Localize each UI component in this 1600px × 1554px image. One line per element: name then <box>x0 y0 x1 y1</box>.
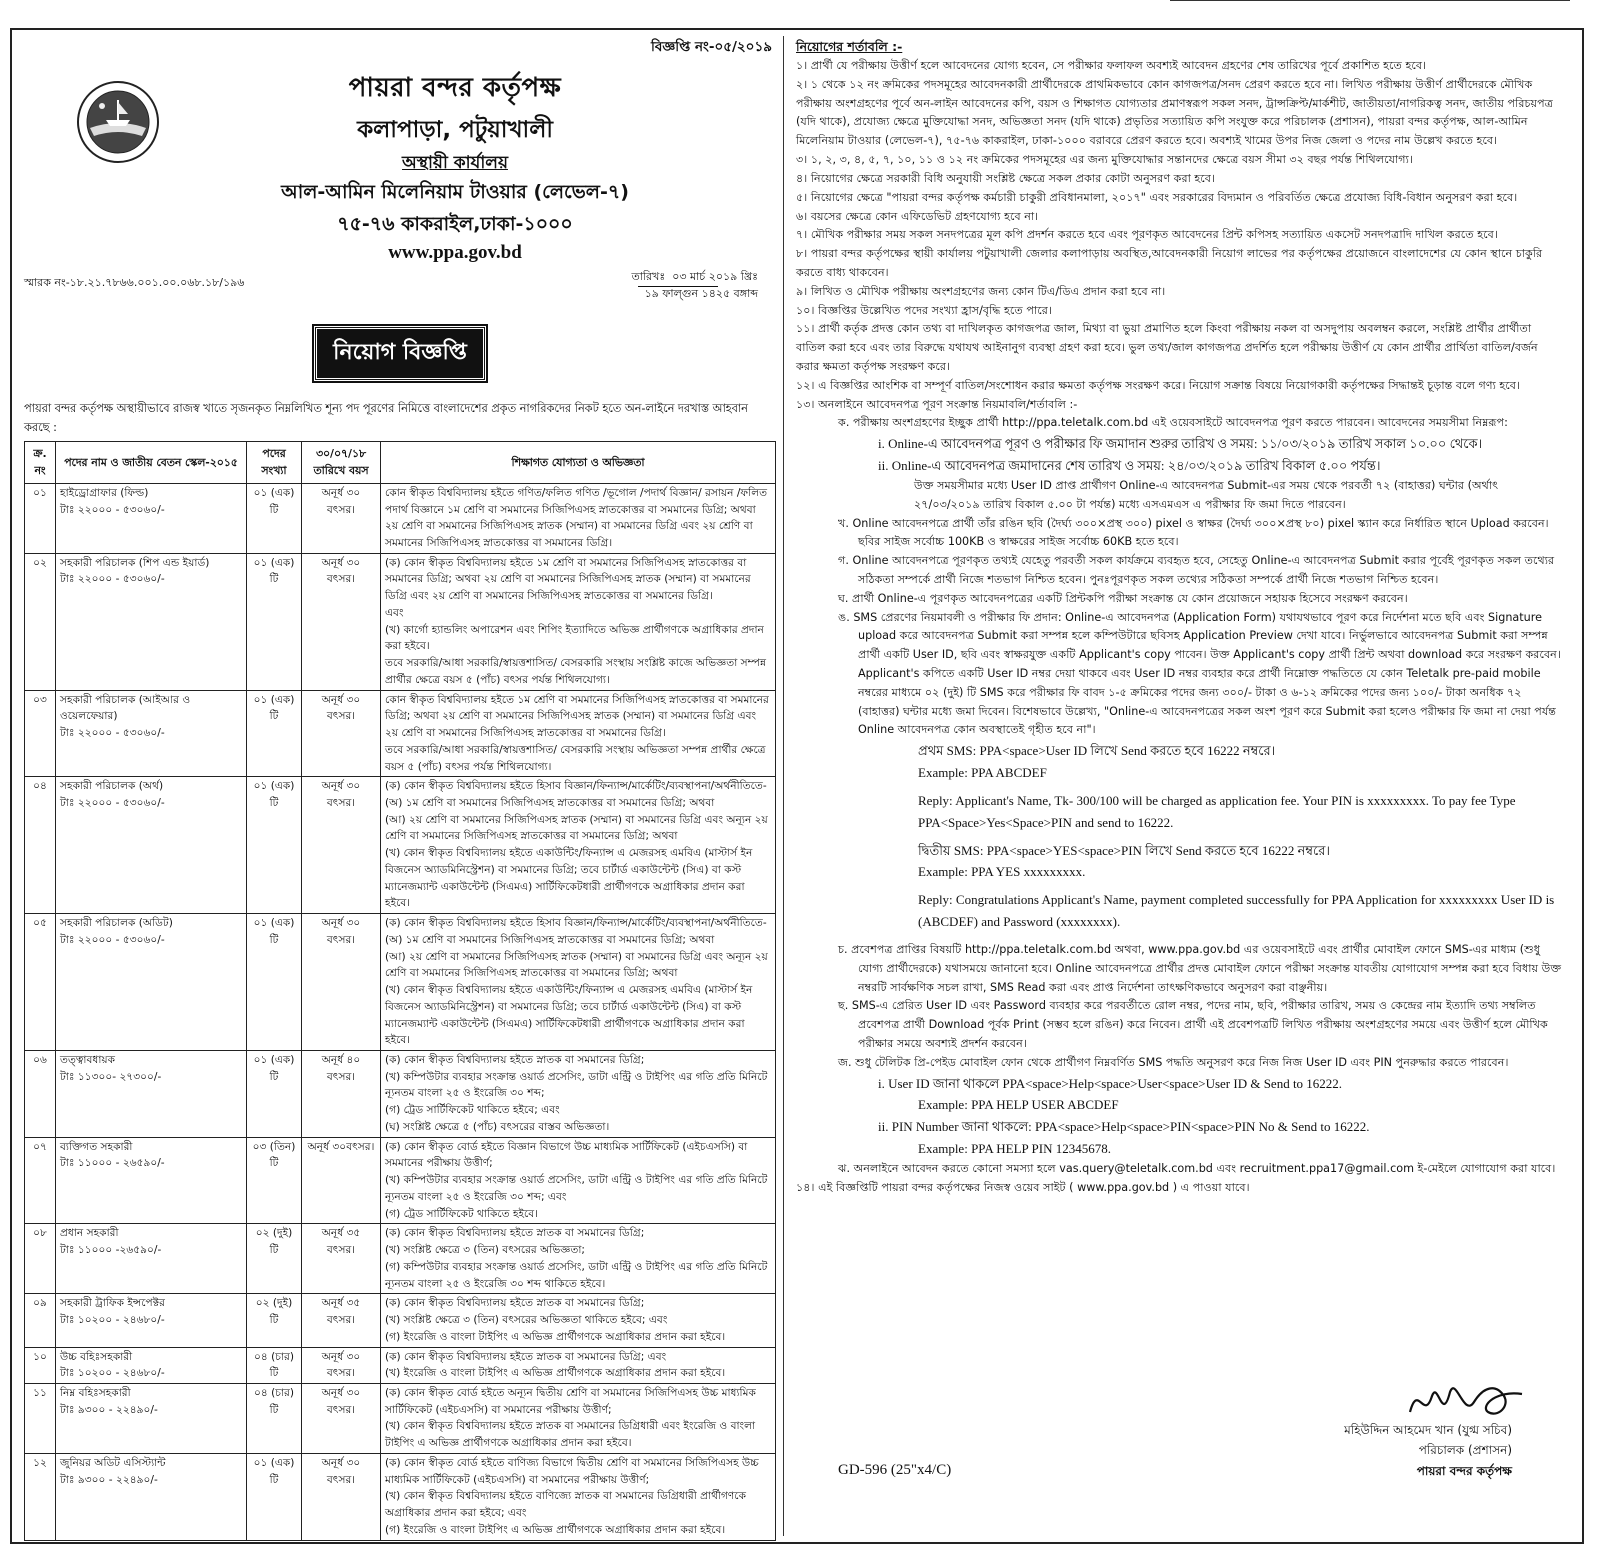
post-name: উচ্চ বহিঃসহকারী <box>60 1350 133 1363</box>
cell-age <box>302 1294 381 1347</box>
sms2-example: Example: PPA YES xxxxxxxxx. <box>918 864 1086 880</box>
post-name: তত্ত্বাবধায়ক <box>60 1054 116 1067</box>
cell-serial <box>25 1051 56 1138</box>
qualification-line: (খ) কোন স্বীকৃত বিশ্ববিদ্যালয় হইতে একাউন্টিং/ফিন্যান্স এ মেজরসহ এমবিএ (মাস্টার্স ইন বিজনেস অ্যাডমিনিস্ট্রেশন) বা সমমানের ডিগ্রি; তবে চার্টার্ড একাউন্টেন্ট (সিএ) বা কস্ট ম্যানেজম্যান্ট একাউন্টেন্ট (সিএমএ) সার্টিফিকেটধারী প্রার্থীগণকে অগ্রাধিকার প্রদান করা হইবে। <box>385 847 753 910</box>
table-row <box>25 483 776 553</box>
gd-code: GD-596 (25"x4/C) <box>838 1462 952 1478</box>
qualification-line: (ক) কোন স্বীকৃত বোর্ড হইতে বাণিজ্য বিভাগে দ্বিতীয় শ্রেণি বা সমমানের সিজিপিএসহ উচ্চ মাধ্যমিক সার্টিফিকেট (এইচএসসি) বা সমমানের পরীক্ষায় উত্তীর্ণ; <box>385 1456 759 1486</box>
qualification-line: (ক) কোন স্বীকৃত বোর্ড হইতে বিজ্ঞান বিভাগে উচ্চ মাধ্যমিক সার্টিফিকেট (এইচএসসি) বা সমমানের পরীক্ষায় উত্তীর্ণ; <box>385 1140 748 1170</box>
date-bengali: ১৯ ফাল্গুন ১৪২৫ বঙ্গাব্দ <box>644 287 758 301</box>
cell-serial <box>25 1224 56 1294</box>
age-limit: অনূর্ধ ৩০ বৎসর। <box>321 917 361 946</box>
cell-serial <box>25 483 56 553</box>
rule-jha: ঝ. অনলাইনে আবেদন করতে কোনো সমস্যা হলে vas.query@teletalk.com.bd এবং recruitment.ppa17@gmail.com ই-মেইলে যোগাযোগ করা যাবে। <box>838 1161 1556 1175</box>
reference-row <box>24 268 776 308</box>
org-header <box>134 67 776 264</box>
table-row <box>25 1294 776 1347</box>
rule-ja: জ. শুধু টেলিটক প্রি-পেইড মোবাইল ফোন থেকে প্রার্থীগণ নিম্নবর্ণিত SMS পদ্ধতি অনুসরণ করে নিজ নিজ User ID এবং PIN পুনরুদ্ধার করতে পারবেন। <box>838 1055 1509 1069</box>
qualification-line: (খ) কোন স্বীকৃত বিশ্ববিদ্যালয় হইতে স্নাতক বা সমমানের ডিগ্রিধারী এবং ইংরেজি ও বাংলা টাইপিং এ অভিজ্ঞ প্রার্থীগণকে অগ্রাধিকার প্রদান করা হইবে। <box>385 1420 756 1450</box>
pay-scale: টাঃ ২২০০০ - ৫৩০৬০/- <box>60 503 165 516</box>
qualification-line: (ক) কোন স্বীকৃত বিশ্ববিদ্যালয় হইতে স্নাতক বা সমমানের ডিগ্রি; <box>385 1227 645 1240</box>
serial-number: ১২ <box>33 1456 47 1469</box>
qualification-line: (খ) কোন স্বীকৃত বিশ্ববিদ্যালয় হইতে বাণিজ্যে স্নাতক বা সমমানের ডিগ্রিধারী প্রার্থীগণকে অগ্রাধিকার প্রদান করা হইবে; এবং <box>385 1490 746 1520</box>
header-serial: ক্র. নং <box>25 442 56 483</box>
cell-count <box>247 1051 302 1138</box>
qualification-line: (খ) সংশ্লিষ্ট ক্ষেত্রে ৩ (তিন) বৎসরের অভিজ্ঞতা থাকিতে হইবে; এবং <box>385 1314 668 1327</box>
rule-ga: গ. Online আবেদনপত্রে পূরণকৃত তথ্যই যেহেতু পরবর্তী সকল কার্যক্রমে ব্যবহৃত হবে, সেহেতু Online-এ আবেদনপত্র Submit করার পূর্বেই পূরণকৃত সকল তথ্যের সঠিকতা সম্পর্কে প্রার্থী নিজে শতভাগ নিশ্চিত হবেন। পুনঃপূরণকৃত সকল তথ্যের সঠিকতা সম্পর্কে প্রার্থী নিজে শতভাগ নিশ্চিত হবেন। <box>838 554 1555 586</box>
table-row <box>25 1453 776 1540</box>
post-count: ০২ (দুই) টি <box>255 1227 293 1257</box>
cell-serial <box>25 914 56 1051</box>
qualification-line: (খ) সংশ্লিষ্ট ক্ষেত্রে ৩ (তিন) বৎসরের অভিজ্ঞতা; <box>385 1244 585 1257</box>
pay-scale: টাঃ ১১০০০ -২৬৫৯০/- <box>60 1244 162 1257</box>
cell-count <box>247 690 302 777</box>
qualification-line: (গ) ইংরেজি ও বাংলা টাইপিং এ অভিজ্ঞ প্রার্থীগণকে অগ্রাধিকার প্রদান করা হইবে। <box>385 1330 726 1343</box>
website: www.ppa.gov.bd <box>388 242 522 263</box>
table-row <box>25 1051 776 1138</box>
cell-age <box>302 690 381 777</box>
cell-age <box>302 1347 381 1383</box>
posts-table-body <box>25 483 776 1540</box>
post-count: ০১ (এক) টি <box>253 486 295 516</box>
sms1-instruction: প্রথম SMS: PPA<space>User ID লিখে Send করতে হবে 16222 নম্বরে। <box>918 743 1276 759</box>
signatory-org: পায়রা বন্দর কর্তৃপক্ষ <box>1416 1463 1512 1478</box>
serial-number: ০১ <box>33 486 47 499</box>
serial-number: ০৯ <box>33 1297 47 1310</box>
rule-kha: খ. Online আবেদনপত্রে প্রার্থী তাঁর রঙিন ছবি (দৈর্ঘ্য ৩০০×প্রস্থ ৩০০) pixel ও স্বাক্ষর (দৈর্ঘ্য ৩০০×প্রস্থ ৮০) pixel স্ক্যান করে নির্ধারিত স্থানে Upload করবেন। ছবির সাইজ সর্বোচ্চ 100KB ও স্বাক্ষরের সাইজ সর্বোচ্চ 60KB হতে হবে। <box>838 516 1549 549</box>
condition-item: ৭। মৌখিক পরীক্ষার সময় সকল সনদপত্রের মূল কপি প্রদর্শন করতে হবে এবং পূরণকৃত আবেদনের প্রিন্ট কপিসহ সত্যায়িত একসেট সনদপত্রাদি দাখিল করতে হবে। <box>796 228 1498 242</box>
post-name: হাইড্রোগ্রাফার (ফিল্ড) <box>60 486 149 499</box>
serial-number: ০৭ <box>33 1140 47 1153</box>
pay-scale: টাঃ ২২০০০ - ৫৩০৬০/- <box>60 573 165 586</box>
conditions-list <box>796 57 1562 414</box>
age-limit: অনূর্ধ ৪০ বৎসর। <box>321 1054 361 1083</box>
post-name: সহকারী ট্রাফিক ইন্সপেক্টর <box>60 1297 165 1310</box>
cell-age <box>302 914 381 1051</box>
age-limit: অনূর্ধ ৩০ বৎসর। <box>321 486 361 516</box>
cell-post-name <box>56 1347 247 1383</box>
cell-age <box>302 483 381 553</box>
rule-chha: ছ. SMS-এ প্রেরিত User ID এবং Password ব্যবহার করে পরবর্তীতে রোল নম্বর, পদের নাম, ছবি, পরীক্ষার তারিখ, সময় ও কেন্দ্রের নাম ইত্যাদি তথ্য সম্বলিত প্রবেশপত্র প্রার্থী Download পূর্বক Print (সম্ভব হলে রঙিন) করে নিবেন। প্রার্থী এই প্রবেশপত্রটি লিখিত পরীক্ষায় অংশগ্রহণের সময়ে এবং উত্তীর্ণ হলে মৌখিক পরীক্ষার সময়ে অবশ্যই প্রদর্শন করবেন। <box>838 999 1548 1050</box>
post-count: ০১ (এক) টি <box>253 693 295 723</box>
cell-post-name <box>56 914 247 1051</box>
rule-ka-note: উক্ত সময়সীমার মধ্যে User ID প্রাপ্ত প্রার্থীগণ Online-এ আবেদনপত্র Submit-এর সময় থেকে পরবর্তী ৭২ (বাহাত্তর) ঘন্টার (অর্থাৎ ২৭/০৩/২০১৯ তারিখ বিকাল ৫.০০ টা পর্যন্ত) মধ্যে এসএমএস এ পরীক্ষার ফি জমা দিতে পারবেন। <box>914 478 1499 511</box>
sms1-example: Example: PPA ABCDEF <box>918 765 1047 781</box>
qualification-line: (ক) কোন স্বীকৃত বোর্ড হইতে অন্যূন দ্বিতীয় শ্রেণি বা সমমানের সিজিপিএসহ উচ্চ মাধ্যমিক সার্টিফিকেট (এইচএসসি) বা সমমানের পরীক্ষায় উত্তীর্ণ; <box>385 1386 756 1416</box>
cell-post-name <box>56 777 247 914</box>
cell-serial <box>25 777 56 914</box>
sms1-reply: Reply: Applicant's Name, Tk- 300/100 will be charged as application fee. Your PIN is xxxxxxxxx. To pay fee Type PPA<Space>Yes<Space>PIN and send to 16222. <box>918 792 1516 830</box>
qualification-line: তবে সরকারি/আধা সরকারি/স্বায়ত্তশাসিত/ বেসরকারি সংস্থায় অভিজ্ঞতা সম্পন্ন প্রার্থীর ক্ষেত্রে বয়স ৫ (পাঁচ) বৎসর পর্যন্ত শিথিলযোগ্য। <box>385 743 766 773</box>
post-count: ০১ (এক) টি <box>253 780 295 809</box>
cell-count <box>247 1383 302 1453</box>
qualification-line: (ক) কোন স্বীকৃত বিশ্ববিদ্যালয় হইতে হিসাব বিজ্ঞান/ফিন্যান্স/মার্কেটিং/ব্যবস্থাপনা/অর্থনীতিতে- <box>385 780 767 793</box>
age-limit: অনূর্ধ ৩০ বৎসর। <box>321 1350 361 1380</box>
qualification-line: (খ) ইংরেজি ও বাংলা টাইপিং এ অভিজ্ঞ প্রার্থীগণকে অগ্রাধিকার প্রদান করা হইবে। <box>385 1367 726 1380</box>
post-name: সহকারী পরিচালক (অডিট) <box>60 917 173 930</box>
qualification-line: কোন স্বীকৃত বিশ্ববিদ্যালয় হইতে ১ম শ্রেণি বা সমমানের সিজিপিএসহ স্নাতকোত্তর বা সমমানের ডিগ্রি; অথবা ২য় শ্রেণি বা সমমানের সিজিপিএসহ স্নাতক (সম্মান) বা সমমানের ডিগ্রি এবং ২য় শ্রেণি বা সমমানের সিজিপিএসহ স্নাতকোত্তর বা সমমানের ডিগ্রি। <box>385 693 769 740</box>
cell-post-name <box>56 1137 247 1224</box>
table-row <box>25 1224 776 1294</box>
cell-qualification <box>381 553 776 690</box>
signatory-designation: পরিচালক (প্রশাসন) <box>1418 1443 1512 1458</box>
pay-scale: টাঃ ১০২০০ - ২৪৬৮০/- <box>60 1367 165 1380</box>
age-limit: অনূর্ধ ৩৫ বৎসর। <box>321 1297 361 1327</box>
post-count: ০৪ (চার) টি <box>253 1386 294 1416</box>
condition-item: ৫। নিয়োগের ক্ষেত্রে "পায়রা বন্দর কর্তৃপক্ষ কর্মচারী চাকুরী প্রবিধানমালা, ২০১৭" এবং সরকারের বিদ্যমান ও পরিবর্তিত ক্ষেত্রে প্রযোজ্য বিধি-বিধান অনুসরণ করা হবে। <box>796 190 1518 204</box>
cell-qualification <box>381 1453 776 1540</box>
org-location: কলাপাড়া, পটুয়াখালী <box>357 117 553 143</box>
age-limit: অনূর্ধ ৩০ বৎসর। <box>321 556 361 586</box>
left-column <box>24 36 776 1541</box>
cell-age <box>302 777 381 914</box>
qualification-line: (ক) কোন স্বীকৃত বিশ্ববিদ্যালয় হইতে স্নাতক বা সমমানের ডিগ্রি; <box>385 1054 645 1067</box>
serial-number: ০৮ <box>33 1227 47 1240</box>
serial-number: ০৪ <box>33 780 47 793</box>
qualification-line: (খ) কম্পিউটার ব্যবহার সংক্রান্ত ওয়ার্ড প্রসেসিং, ডাটা এন্ট্রি ও টাইপিং এর গতি প্রতি মিনিটে ন্যূনতম বাংলা ২৫ ও ইংরেজি ৩০ শব্দ; এবং <box>385 1174 768 1203</box>
rule-ka-i: i. Online-এ আবেদনপত্র পূরণ ও পরীক্ষার ফি জমাদান শুরুর তারিখ ও সময়: ১১/০৩/২০১৯ তারিখ সকাল ১০.০০ থেকে। <box>878 436 1483 452</box>
pay-scale: টাঃ ৯৩০০ - ২২৪৯০/- <box>60 1403 158 1416</box>
posts-table <box>24 441 776 1540</box>
qualification-line: (গ) ট্রেড সার্টিফিকেট থাকিতে হইবে; এবং <box>385 1104 560 1117</box>
condition-item: ১০। বিজ্ঞপ্তির উল্লেখিত পদের সংখ্যা হ্রাস/বৃদ্ধি হতে পারে। <box>796 303 1052 317</box>
cell-age <box>302 553 381 690</box>
condition-item: ৪। নিয়োগের ক্ষেত্রে সরকারী বিধি অনুযায়ী সংশ্লিষ্ট ক্ষেত্রে সকল প্রকার কোটা অনুসরণ করা হবে। <box>796 171 1216 185</box>
cell-qualification <box>381 1347 776 1383</box>
age-limit: অনূর্ধ ৩০ বৎসর। <box>321 693 361 723</box>
serial-number: ১১ <box>33 1386 47 1399</box>
condition-item: ৮। পায়রা বন্দর কর্তৃপক্ষের স্থায়ী কার্যালয় পটুয়াখালী জেলার কলাপাড়ায় অবস্থিত,আবেদনকারী নিয়োগ লাভের পর কর্তৃপক্ষের প্রয়োজনে বাংলাদেশের যে কোন স্থানে চাকুরি করতে বাধ্য থাকবেন। <box>796 247 1543 279</box>
pay-scale: টাঃ ৯৩০০ - ২২৪৯০/- <box>60 1473 158 1486</box>
qualification-line: (গ) কম্পিউটার ব্যবহার সংক্রান্ত ওয়ার্ড প্রসেসিং, ডাটা এন্ট্রি ও টাইপিং এর গতি প্রতি মিনিটে ন্যূনতম বাংলা ২৫ ও ইংরেজি ৩০ শব্দ থাকিতে হইবে। <box>385 1260 768 1290</box>
cell-qualification <box>381 483 776 553</box>
qualification-line: (অ) ১ম শ্রেণি বা সমমানের সিজিপিএসহ স্নাতকোত্তর বা সমমানের ডিগ্রি; অথবা <box>385 797 715 809</box>
ppa-emblem-icon <box>76 80 160 164</box>
table-row <box>25 914 776 1051</box>
post-count: ০৪ (চার) টি <box>253 1350 294 1380</box>
age-limit: অনূর্ধ ৩০ বৎসর। <box>321 1386 361 1416</box>
cell-post-name <box>56 1051 247 1138</box>
qualification-line: (ক) কোন স্বীকৃত বিশ্ববিদ্যালয় হইতে স্নাতক বা সমমানের ডিগ্রি; <box>385 1297 645 1310</box>
cell-count <box>247 1453 302 1540</box>
post-count: ০১ (এক) টি <box>253 1054 295 1083</box>
cell-count <box>247 1137 302 1224</box>
notice-title: নিয়োগ বিজ্ঞপ্তি <box>314 326 486 381</box>
table-row <box>25 1383 776 1453</box>
condition-item: ১৩। অনলাইনে আবেদনপত্র পূরণ সংক্রান্ত নিয়মাবলি/শর্তাবলি :- <box>796 397 1078 411</box>
signature-block <box>1344 1420 1512 1481</box>
rule-gha: ঘ. প্রার্থী Online-এ পূরণকৃত আবেদনপত্রের একটি প্রিন্টকপি পরীক্ষা সংক্রান্ত যে কোন প্রয়োজনে সহায়ক হিসেবে সংরক্ষণ করবেন। <box>838 591 1408 605</box>
org-name: পায়রা বন্দর কর্তৃপক্ষ <box>348 73 562 103</box>
qualification-line: (খ) কার্গো হ্যান্ডলিং অপারেশন এবং শিপিং ইত্যাদিতে অভিজ্ঞ প্রার্থীগণকে অগ্রাধিকার প্রদান করা হইবে। <box>385 623 764 653</box>
qualification-line: (খ) কম্পিউটার ব্যবহার সংক্রান্ত ওয়ার্ড প্রসেসিং, ডাটা এন্ট্রি ও টাইপিং এর গতি প্রতি মিনিটে ন্যূনতম বাংলা ২৫ ও ইংরেজি ৩০ শব্দ; <box>385 1070 768 1100</box>
post-count: ০৩ (তিন) টি <box>252 1140 296 1170</box>
age-limit: অনূর্ধ ৩০ বৎসর। <box>321 780 361 809</box>
serial-number: ০২ <box>33 556 47 569</box>
title-box <box>24 326 776 381</box>
cell-count <box>247 553 302 690</box>
cell-age <box>302 1453 381 1540</box>
cell-qualification <box>381 914 776 1051</box>
qualification-line: (ক) কোন স্বীকৃত বিশ্ববিদ্যালয় হইতে হিসাব বিজ্ঞান/ফিন্যান্স/মার্কেটিং/ব্যবস্থাপনা/অর্থনীতিতে- <box>385 917 767 930</box>
condition-item: ৬। বয়সের ক্ষেত্রে কোন এফিডেভিট গ্রহণযোগ্য হবে না। <box>796 209 1039 223</box>
table-row <box>25 1137 776 1224</box>
pay-scale: টাঃ ১১৩০০- ২৭৩০০/- <box>60 1070 162 1083</box>
qualification-line: এবং <box>385 606 404 619</box>
condition-item: ১২। এ বিজ্ঞপ্তির আংশিক বা সম্পূর্ণ বাতিল/সংশোধন করার ক্ষমতা কর্তৃপক্ষ সংরক্ষণ করে। নিয়োগ সক্রান্ত বিষয়ে নিয়োগকারী কর্তৃপক্ষের সিদ্ধান্তই চূড়ান্ত বলে গণ্য হবে। <box>796 378 1520 392</box>
serial-number: ০৫ <box>33 917 47 930</box>
notice-number: বিজ্ঞপ্তি নং-০৫/২০১৯ <box>651 39 772 55</box>
sms2-reply: Reply: Congratulations Applicant's Name, payment completed successfully for PPA Application for xxxxxxxxx User ID is (ABCDEF) and Password (xxxxxxxx). <box>918 892 1555 930</box>
pay-scale: টাঃ ২২০০০ - ৫৩০৬০/- <box>60 933 165 946</box>
cell-post-name <box>56 1383 247 1453</box>
cell-count <box>247 1224 302 1294</box>
condition-item: ৯। লিখিত ও মৌখিক পরীক্ষায় অংশগ্রহণের জন্য কোন টিএ/ডিএ প্রদান করা হবে না। <box>796 284 1166 298</box>
cell-serial <box>25 1137 56 1224</box>
top-rule <box>1170 0 1570 1</box>
rule-ja-ii: ii. PIN Number জানা থাকলে: PPA<space>Help<space>PIN<space>PIN No & Send to 16222. <box>878 1119 1370 1135</box>
condition-item: ১১। প্রার্থী কর্তৃক প্রদত্ত কোন তথ্য বা দাখিলকৃত কাগজপত্র জাল, মিথ্যা বা ভুয়া প্রমাণিত হলে কিংবা পরীক্ষায় নকল বা অসদুপায় অবলম্বন করলে, সংশ্লিষ্ট প্রার্থীর প্রার্থীতা বাতিল করা হবে এবং তার বিরুদ্ধে যথাযথ আইনানুগ ব্যবস্থা গ্রহণ করা হবে। ভুল তথ্য/জাল কাগজপত্র প্রদর্শিত হলে পরীক্ষায় উত্তীর্ণ যে কোন প্রার্থীর প্রার্থিতা বাতিল/বর্জন করার ক্ষমতা কর্তৃপক্ষ সংরক্ষণ করে। <box>796 322 1538 373</box>
header-post-name: পদের নাম ও জাতীয় বেতন স্কেল-২০১৫ <box>56 442 247 483</box>
serial-number: ১০ <box>33 1350 47 1363</box>
pay-scale: টাঃ ২২০০০ - ৫৩০৬০/- <box>60 727 165 740</box>
rule-ja-i-example: Example: PPA HELP USER ABCDEF <box>918 1097 1119 1113</box>
table-row <box>25 553 776 690</box>
address-line-2: ৭৫-৭৬ কাকরাইল,ঢাকা-১০০০ <box>337 213 573 235</box>
rule-ka: ক. পরীক্ষায় অংশগ্রহণের ইচ্ছুক প্রার্থী http://ppa.teletalk.com.bd এই ওয়েবসাইটে আবেদনপত্র পূরণ করতে পারবেন। আবেদনের সময়সীমা নিম্নরূপ: <box>838 416 1508 430</box>
cell-qualification <box>381 1051 776 1138</box>
post-count: ০১ (এক) টি <box>253 917 295 946</box>
cell-qualification <box>381 1383 776 1453</box>
cell-serial <box>25 690 56 777</box>
post-name: ব্যক্তিগত সহকারী <box>60 1140 133 1153</box>
age-limit: অনূর্ধ ৩০ বৎসর। <box>321 1456 361 1486</box>
header-count: পদের সংখ্যা <box>247 442 302 483</box>
rule-ka-ii: ii. Online-এ আবেদনপত্র জমাদানের শেষ তারিখ ও সময়: ২৪/০৩/২০১৯ তারিখ বিকাল ৫.০০ পর্যন্ত। <box>878 458 1381 474</box>
date-gregorian: ০৩ মার্চ ২০১৯ খ্রিঃ <box>672 270 758 283</box>
cell-qualification <box>381 1137 776 1224</box>
cell-post-name <box>56 1294 247 1347</box>
table-row <box>25 690 776 777</box>
pay-scale: টাঃ ১০২০০ - ২৪৬৮০/- <box>60 1314 165 1327</box>
header-qualification: শিক্ষাগত যোগ্যতা ও অভিজ্ঞতা <box>381 442 776 483</box>
cell-post-name <box>56 483 247 553</box>
cell-age <box>302 1224 381 1294</box>
condition-item: ১। প্রার্থী যে পরীক্ষায় উত্তীর্ণ হলে আবেদনের যোগ্য হবেন, সে পরীক্ষার ফলাফল অবশ্যই আবেদন গ্রহণের শেষ তারিখের পূর্বে প্রকাশিত হতে হবে। <box>796 59 1427 72</box>
cell-count <box>247 483 302 553</box>
cell-count <box>247 777 302 914</box>
serial-number: ০৩ <box>33 693 47 706</box>
cell-serial <box>25 1347 56 1383</box>
signatory-name: মহিউদ্দিন আহমেদ খান (যুগ্ম সচিব) <box>1344 1423 1512 1437</box>
signature-scribble-icon <box>1404 1372 1534 1432</box>
age-limit: অনূর্ধ ৩০বৎসর। <box>307 1140 375 1153</box>
cell-qualification <box>381 777 776 914</box>
cell-count <box>247 1294 302 1347</box>
qualification-line: (ক) কোন স্বীকৃত বিশ্ববিদ্যালয় হইতে স্নাতক বা সমমানের ডিগ্রি; এবং <box>385 1350 667 1363</box>
date-block <box>631 268 758 302</box>
cell-post-name <box>56 1224 247 1294</box>
column-divider <box>783 36 784 1536</box>
post-name: জুনিয়র অডিট এসিস্ট্যান্ট <box>60 1456 166 1469</box>
serial-number: ০৬ <box>33 1054 47 1067</box>
qualification-line: (ঘ) সংশ্লিষ্ট ক্ষেত্রে ৫ (পাঁচ) বৎসরের বাস্তব অভিজ্ঞতা। <box>385 1120 610 1133</box>
qualification-line: (আ) ২য় শ্রেণি বা সমমানের সিজিপিএসহ স্নাতক (সম্মান) বা সমমানের ডিগ্রি এবং অন্যূন ২য় শ্রেণি বা সমমানের সিজিপিএসহ স্নাতকোত্তর বা সমমানের ডিগ্রি; অথবা <box>385 813 768 843</box>
cell-age <box>302 1051 381 1138</box>
rule-umo: ঙ. SMS প্রেরণের নিয়মাবলী ও পরীক্ষার ফি প্রদান: Online-এ আবেদনপত্র (Application Form) যথাযথভাবে পূরণ করে নির্দেশনা মতে ছবি এবং Signature upload করে আবেদনপত্র Submit করা সম্পন্ন হলে কম্পিউটারে ছবিসহ Application Preview দেখা যাবে। নির্ভুলভাবে আবেদনপত্র Submit করা সম্পন্ন প্রার্থী একটি User ID, ছবি এবং স্বাক্ষরযুক্ত একটি Applicant's copy পাবেন। উক্ত Applicant's copy প্রার্থী প্রিন্ট অথবা download করে সংরক্ষণ করবেন। Applicant's কপিতে একটি User ID নম্বর দেয়া থাকবে এবং User ID নম্বর ব্যবহার করে প্রার্থী নিম্নোক্ত পদ্ধতিতে যে কোন Teletalk pre-paid mobile নম্বরের মাধ্যমে ০২ (দুই) টি SMS করে পরীক্ষার ফি বাবদ ১-৫ ক্রমিকের পদের জন্য ৩০০/- টাকা ও ৬-১২ ক্রমিকের পদের জন্য ১০০/- টাকা অনধিক ৭২ (বাহাত্তর) ঘন্টার মধ্যে জমা দিবেন। বিশেষভাবে উল্লেখ্য, "Online-এ আবেদনপত্রের সকল অংশ পূরণ করে Submit করা হলেও পরীক্ষার ফি জমা না দেয়া পর্যন্ত Online আবেদনপত্র কোন অবস্থাতেই গৃহীত হবে না"। <box>838 610 1561 737</box>
date-label: তারিখঃ <box>631 270 666 283</box>
rule-ja-ii-example: Example: PPA HELP PIN 12345678. <box>918 1141 1111 1157</box>
qualification-line: কোন স্বীকৃত বিশ্ববিদ্যালয় হইতে গণিত/ফলিত গণিত /ভূগোল /পদার্থ বিজ্ঞান/ রসায়ন /ফলিত পদার্থ বিজ্ঞানে ১ম শ্রেণি বা সমমানের সিজিপিএসহ স্নাতকোত্তর বা সমমানের ডিগ্রি; অথবা ২য় শ্রেণি বা সমমানের সিজিপিএসহ স্নাতক (সম্মান) বা সমমানের ডিগ্রি এবং ২য় শ্রেণি বা সমমানের সিজিপিএসহ স্নাতকোত্তর বা সমমানের ডিগ্রি। <box>385 486 768 549</box>
cell-qualification <box>381 690 776 777</box>
header-age: ৩০/০৭/১৮ তারিখে বয়স <box>302 442 381 483</box>
post-count: ০১ (এক) টি <box>253 556 295 586</box>
cell-qualification <box>381 1294 776 1347</box>
post-name: সহকারী পরিচালক (অর্থ) <box>60 780 164 793</box>
post-name: সহকারী পরিচালক (শিপ এন্ড ইয়ার্ড) <box>60 556 210 569</box>
cell-age <box>302 1137 381 1224</box>
temporary-office: অস্থায়ী কার্যালয় <box>402 153 508 173</box>
age-limit: অনূর্ধ ৩৫ বৎসর। <box>321 1227 361 1257</box>
qualification-line: (গ) ট্রেড সার্টিফিকেট থাকিতে হইবে। <box>385 1207 538 1220</box>
rule-cha: চ. প্রবেশপত্র প্রাপ্তির বিষয়টি http://ppa.teletalk.com.bd অথবা, www.ppa.gov.bd এর ওয়েবসাইটে এবং প্রার্থীর মোবাইল ফোনে SMS-এর মাধ্যম (শুধু যোগ্য প্রার্থীদেরকে) যথাসময়ে জানানো হবে। Online আবেদনপত্রে প্রার্থীর প্রদত্ত মোবাইল ফোনে পরীক্ষা সংক্রান্ত যাবতীয় যোগাযোগ সম্পন্ন করা হবে বিধায় উক্ত নম্বরটি সার্বক্ষণিক সচল রাখা, SMS Read করা এবং প্রাপ্ত নির্দেশনা তাৎক্ষণিকভাবে অনুসরণ করা বাঞ্ছনীয়। <box>838 942 1562 994</box>
table-row <box>25 777 776 914</box>
qualification-line: (আ) ২য় শ্রেণি বা সমমানের সিজিপিএসহ স্নাতক (সম্মান) বা সমমানের ডিগ্রি এবং অন্যূন ২য় শ্রেণি বা সমমানের সিজিপিএসহ স্নাতকোত্তর বা সমমানের ডিগ্রি; অথবা <box>385 950 768 980</box>
cell-count <box>247 1347 302 1383</box>
cell-serial <box>25 1453 56 1540</box>
conditions-heading: নিয়োগের শর্তাবলি :- <box>796 39 903 54</box>
condition-item: ২। ১ থেকে ১২ নং ক্রমিকের পদসমূহের আবেদনকারী প্রার্থীদেরকে প্রাথমিকভাবে কোন কাগজপত্র/সনদ প্রেরণ করতে হবে না। লিখিত পরীক্ষায় উত্তীর্ণ প্রার্থীদেরকে মৌখিক পরীক্ষায় অংশগ্রহণের পূর্বে অন-লাইন আবেদনের কপি, বয়স ও শিক্ষাগত যোগ্যতার প্রমাণস্বরূপ সকল সনদ, ট্রান্সক্রিপ্ট/মার্কশীট, জাতীয়তা/নাগরিকত্ব সনদ, জাতীয় পরিচয়পত্র (যদি থাকে), প্রযোজ্য ক্ষেত্রে মুক্তিযোদ্ধা সনদ, অভিজ্ঞতা সনদ (যদি থাকে) প্রভৃতির সত্যায়িত কপি সংযুক্ত করে পরিচালক (প্রশাসন), পায়রা বন্দর কর্তৃপক্ষ, আল-আমিন মিলেনিয়াম টাওয়ার (লেভেল-৭), ৭৫-৭৬ কাকরাইল, ঢাকা-১০০০ বরাবরে প্রেরণ করতে হবে। অবশ্যই খামের উপর নিজ জেলা ও পদের নাম উল্লেখ করতে হবে। <box>796 77 1553 148</box>
rule-ja-i: i. User ID জানা থাকলে PPA<space>Help<space>User<space>User ID & Send to 16222. <box>878 1075 1343 1091</box>
post-name: প্রধান সহকারী <box>60 1227 119 1240</box>
cell-post-name <box>56 690 247 777</box>
address-line-1: আল-আমিন মিলেনিয়াম টাওয়ার (লেভেল-৭) <box>281 181 629 203</box>
qualification-line: (গ) ইংরেজি ও বাংলা টাইপিং এ অভিজ্ঞ প্রার্থীগণকে অগ্রাধিকার প্রদান করা হইবে। <box>385 1523 726 1536</box>
intro-text: পায়রা বন্দর কর্তৃপক্ষ অস্থায়ীভাবে রাজস্ব খাতে সৃজনকৃত নিম্নলিখিত শূন্য পদ পূরণের নিমিত্তে বাংলাদেশের প্রকৃত নাগরিকদের নিকট হতে অন-লাইনে দরখাস্ত আহবান করছে : <box>24 402 748 435</box>
qualification-line: তবে সরকারি/আধা সরকারি/স্বায়ত্তশাসিত/ বেসরকারি সংস্থায় সংশ্লিষ্ট কাজে অভিজ্ঞতা সম্পন্ন প্রার্থীর ক্ষেত্রে বয়স ৫ (পাঁচ) বৎসর পর্যন্ত শিথিলযোগ্য। <box>385 657 767 686</box>
post-name: সহকারী পরিচালক (আইআর ও ওয়েলফেয়ার) <box>60 693 191 723</box>
sms2-instruction: দ্বিতীয় SMS: PPA<space>YES<space>PIN লিখে Send করতে হবে 16222 নম্বরে। <box>918 842 1331 858</box>
post-count: ০১ (এক) টি <box>253 1456 295 1486</box>
qualification-line: (খ) কোন স্বীকৃত বিশ্ববিদ্যালয় হইতে একাউন্টিং/ফিন্যান্স এ মেজরসহ এমবিএ (মাস্টার্স ইন বিজনেস অ্যাডমিনিস্ট্রেশন) বা সমমানের ডিগ্রি; তবে চার্টার্ড একাউন্টেন্ট (সিএ) বা কস্ট ম্যানেজম্যান্ট একাউন্টেন্ট (সিএমএ) সার্টিফিকেটধারী প্রার্থীগণকে অগ্রাধিকার প্রদান করা হইবে। <box>385 984 753 1047</box>
right-column <box>796 36 1562 1198</box>
pay-scale: টাঃ ১১০০০ - ২৬৫৯০/- <box>60 1157 165 1170</box>
condition-item: ৩। ১, ২, ৩, ৪, ৫, ৭, ১০, ১১ ও ১২ নং ক্রমিকের পদসমূহের এর জন্য মুক্তিযোদ্ধার সন্তানদের ক্ষেত্রে বয়স সীমা ৩২ বছর পর্যন্ত শিথিলযোগ্য। <box>796 153 1413 167</box>
cell-post-name <box>56 1453 247 1540</box>
qualification-line: (ক) কোন স্বীকৃত বিশ্ববিদ্যালয় হইতে ১ম শ্রেণি বা সমমানের সিজিপিএসহ স্নাতকোত্তর বা সমমানের ডিগ্রি; অথবা ২য় শ্রেণি বা সমমানের সিজিপিএসহ স্নাতক (সম্মান) বা সমমানের ডিগ্রি এবং ২য় শ্রেণি বা সমমানের সিজিপিএসহ স্নাতকোত্তর বা সমমানের ডিগ্রি। <box>385 556 751 603</box>
post-count: ০২ (দুই) টি <box>255 1297 293 1327</box>
memo-number: স্মারক নং-১৮.২১.৭৮৬৬.০০১.০০.০৬৮.১৮/১৯৬ <box>24 276 245 289</box>
cell-post-name <box>56 553 247 690</box>
pay-scale: টাঃ ২২০০০ - ৫৩০৬০/- <box>60 797 165 809</box>
cell-serial <box>25 1383 56 1453</box>
table-header-row <box>25 442 776 483</box>
post-name: নিম্ন বহিঃসহকারী <box>60 1386 131 1399</box>
condition-14: ১৪। এই বিজ্ঞপ্তিটি পায়রা বন্দর কর্তৃপক্ষের নিজস্ব ওয়েব সাইট ( www.ppa.gov.bd ) এ পাওয়া যাবে। <box>796 1180 1250 1194</box>
cell-serial <box>25 553 56 690</box>
table-row <box>25 1347 776 1383</box>
qualification-line: (অ) ১ম শ্রেণি বা সমমানের সিজিপিএসহ স্নাতকোত্তর বা সমমানের ডিগ্রি; অথবা <box>385 933 715 946</box>
cell-age <box>302 1383 381 1453</box>
cell-count <box>247 914 302 1051</box>
cell-qualification <box>381 1224 776 1294</box>
cell-serial <box>25 1294 56 1347</box>
